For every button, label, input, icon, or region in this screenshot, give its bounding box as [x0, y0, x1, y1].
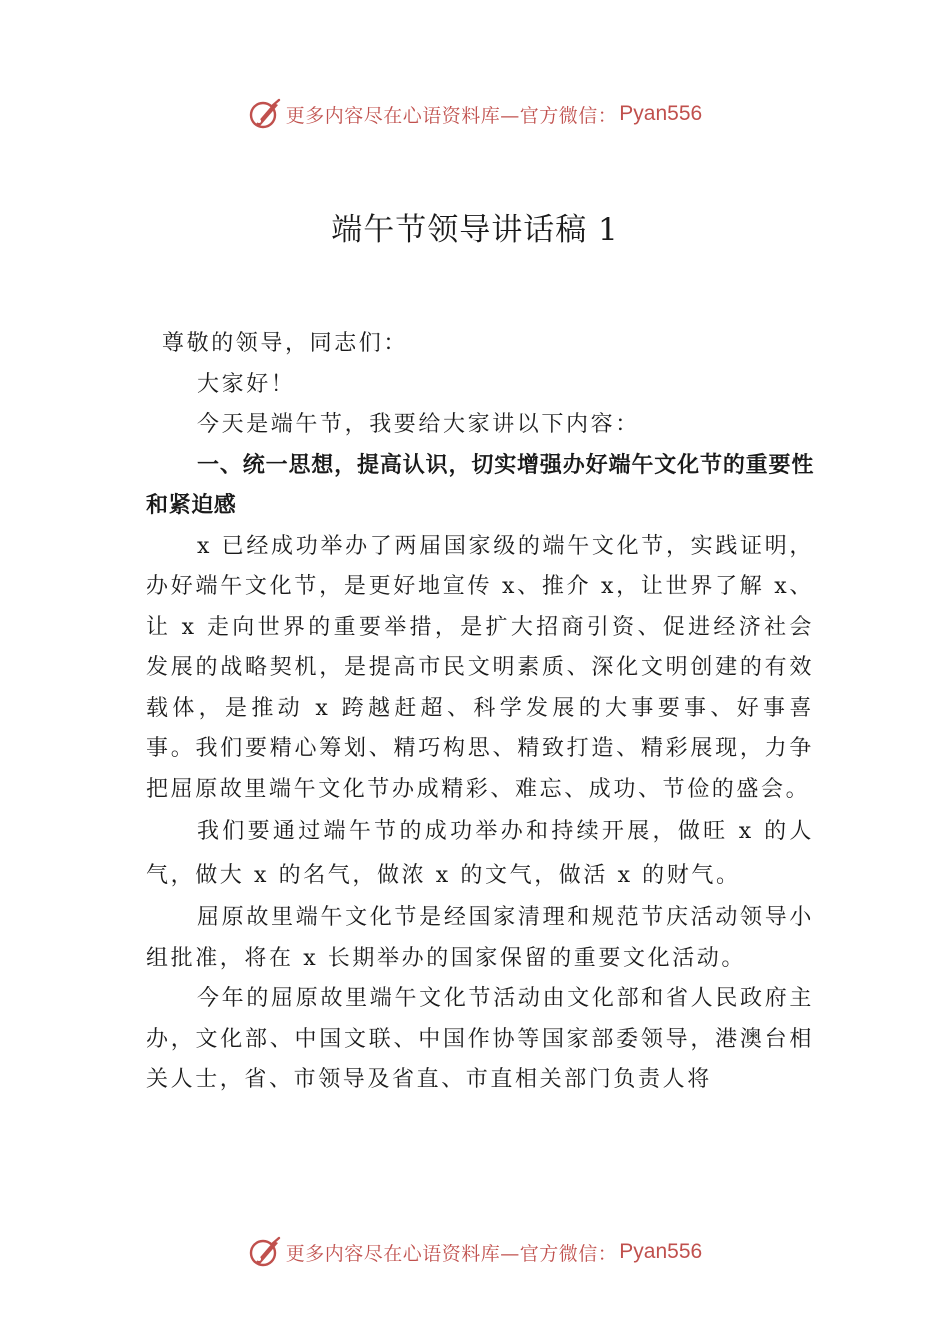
quill-pen-logo-icon — [248, 1235, 282, 1269]
document-body — [146, 324, 814, 1101]
greeting: 大家好！ — [197, 371, 296, 397]
salutation: 尊敬的领导，同志们： — [162, 331, 409, 356]
footer-watermark — [0, 1232, 950, 1272]
watermark-text: 更多内容尽在心语资料库—官方微信： — [285, 1242, 618, 1265]
body-paragraph: 今年的屈原故里端午文化节活动由文化部和省人民政府主办，文化部、中国文联、中国作协等国家部委领导，港澳台相关人士，省、市领导及省直、市直相关部门负责人将 — [146, 986, 814, 1092]
intro-line: 今天是端午节，我要给大家讲以下内容： — [197, 412, 640, 437]
header-watermark — [0, 94, 950, 134]
body-paragraph: x 已经成功举办了两届国家级的端午文化节，实践证明，办好端午文化节，是更好地宣传 x、推介 x，让世界了解 x、让 x 走向世界的重要举措，是扩大招商引资、促进经济社会发展的战略契机，是提高市民文明素质、深化文明创建的有效载体，是推动 x 跨越赶超、科学发展的大事要事、好事喜事。我们要精心筹划、精巧构思、精致打造、精彩展现，力争把屈原故里端午文化节办成精彩、难忘、成功、节俭的盛会。 — [146, 533, 814, 802]
document-title: 端午节领导讲话稿 1 — [331, 212, 619, 248]
section-heading: 一、统一思想，提高认识，切实增强办好端午文化节的重要性和紧迫感 — [146, 452, 814, 518]
body-paragraph: 我们要通过端午节的成功举办和持续开展，做旺 x 的人气，做大 x 的名气，做浓 x 的文气，做活 x 的财气。 — [146, 819, 814, 888]
body-paragraph: 屈原故里端午文化节是经国家清理和规范节庆活动领导小组批准，将在 x 长期举办的国家保留的重要文化活动。 — [146, 905, 814, 971]
quill-pen-logo-icon — [248, 97, 282, 131]
wechat-id: Pyan556 — [619, 102, 703, 125]
watermark-text: 更多内容尽在心语资料库—官方微信： — [285, 104, 618, 127]
wechat-id: Pyan556 — [619, 1240, 703, 1263]
